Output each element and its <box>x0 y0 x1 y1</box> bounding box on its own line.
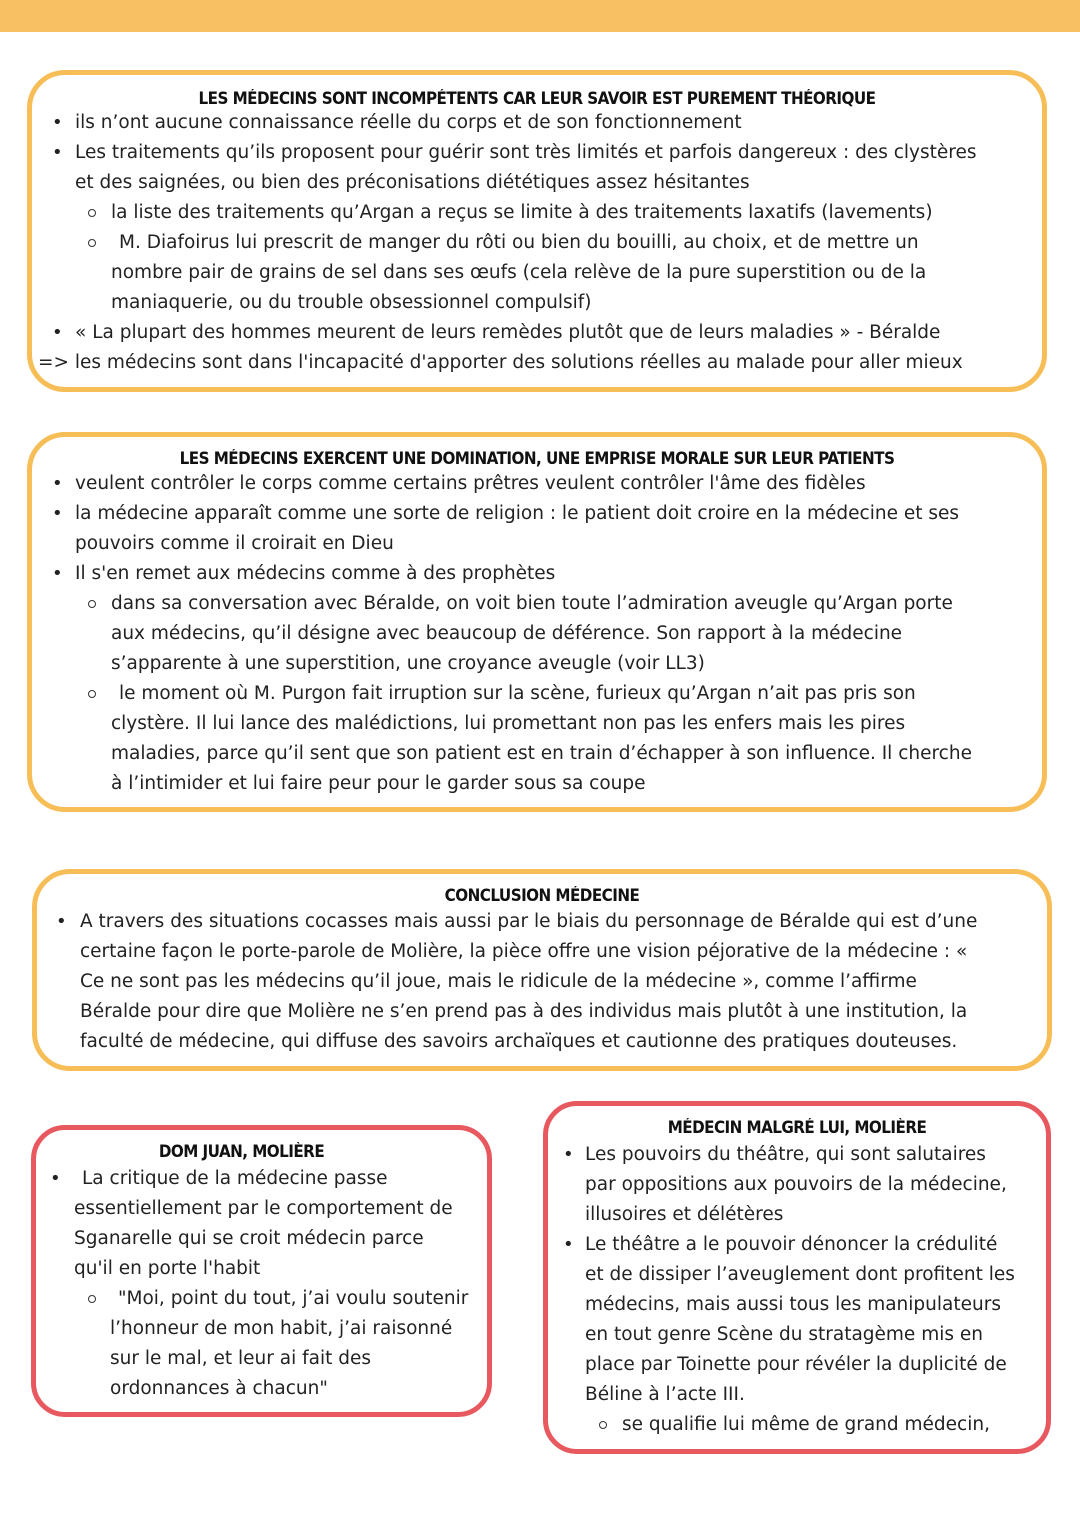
text-line: s’apparente à une superstition, une croyance aveugle (voir LL3) <box>111 653 705 674</box>
text-line: M. Diafoirus lui prescrit de manger du rôti ou bien du bouilli, au choix, et de mettre un <box>119 232 919 253</box>
text-line: par oppositions aux pouvoirs de la médecine, <box>585 1174 1007 1195</box>
card-title: MÉDECIN MALGRÉ LUI, MOLIÈRE <box>667 1118 927 1137</box>
bullet-dot: • <box>52 112 63 133</box>
top-accent-bar <box>0 0 1080 32</box>
bullet-dot: • <box>52 563 63 584</box>
text-line: et de dissiper l’aveuglement dont profitent les <box>585 1264 1015 1285</box>
bullet-dot: • <box>52 473 63 494</box>
text-line: Il s'en remet aux médecins comme à des prophètes <box>75 563 556 584</box>
bullet-dot: • <box>563 1234 574 1255</box>
sub-bullet-circle <box>88 1295 96 1303</box>
text-line: pouvoirs comme il croirait en Dieu <box>75 533 394 554</box>
text-line: nombre pair de grains de sel dans ses œufs (cela relève de la pure superstition ou de la <box>111 262 927 283</box>
text-line: ordonnances à chacun" <box>110 1378 328 1399</box>
sub-bullet-circle <box>88 600 96 608</box>
text-line: veulent contrôler le corps comme certains prêtres veulent contrôler l'âme des fidèles <box>75 473 866 494</box>
text-line: en tout genre Scène du stratagème mis en <box>585 1324 983 1345</box>
sub-bullet-circle <box>88 239 96 247</box>
sub-bullet-circle <box>88 690 96 698</box>
card-title: LES MÉDECINS SONT INCOMPÉTENTS CAR LEUR SAVOIR EST PUREMENT THÉORIQUE <box>198 89 876 108</box>
text-line: dans sa conversation avec Béralde, on voit bien toute l’admiration aveugle qu’Argan porte <box>111 593 953 614</box>
text-line: certaine façon le porte-parole de Molière, la pièce offre une vision péjorative de la médecine : « <box>80 941 968 962</box>
card-title: DOM JUAN, MOLIÈRE <box>158 1142 325 1161</box>
text-line: => les médecins sont dans l'incapacité d'apporter des solutions réelles au malade pour aller mieux <box>38 352 963 373</box>
text-line: La critique de la médecine passe <box>82 1168 388 1189</box>
text-line: ils n’ont aucune connaissance réelle du corps et de son fonctionnement <box>75 112 742 133</box>
text-line: faculté de médecine, qui diffuse des savoirs archaïques et cautionne des pratiques douteuses. <box>80 1031 958 1052</box>
bullet-dot: • <box>50 1168 61 1189</box>
text-line: à l’intimider et lui faire peur pour le garder sous sa coupe <box>111 773 646 794</box>
text-line: A travers des situations cocasses mais aussi par le biais du personnage de Béralde qui est d’une <box>80 911 978 932</box>
bullet-dot: • <box>56 911 67 932</box>
text-line: clystère. Il lui lance des malédictions, lui promettant non pas les enfers mais les pires <box>111 713 906 734</box>
text-line: l’honneur de mon habit, j’ai raisonné <box>110 1318 453 1339</box>
sub-bullet-circle <box>599 1421 607 1429</box>
bullet-dot: • <box>52 142 63 163</box>
card-title: CONCLUSION MÉDECINE <box>444 886 640 905</box>
text-line: essentiellement par le comportement de <box>74 1198 453 1219</box>
text-line: "Moi, point du tout, j’ai voulu soutenir <box>118 1288 469 1309</box>
text-line: aux médecins, qu’il désigne avec beaucoup de déférence. Son rapport à la médecine <box>111 623 903 644</box>
bullet-dot: • <box>52 322 63 343</box>
text-line: Les traitements qu’ils proposent pour guérir sont très limités et parfois dangereux : des clystères <box>75 142 977 163</box>
text-line: maniaquerie, ou du trouble obsessionnel compulsif) <box>111 292 592 313</box>
text-line: maladies, parce qu’il sent que son patient est en train d’échapper à son influence. Il cherche <box>111 743 972 764</box>
text-line: et des saignées, ou bien des préconisations diététiques assez hésitantes <box>75 172 750 193</box>
bullet-dot: • <box>52 503 63 524</box>
bullet-dot: • <box>563 1144 574 1165</box>
text-line: Béralde pour dire que Molière ne s’en prend pas à des individus mais plutôt à une institution, la <box>80 1001 968 1022</box>
text-line: Ce ne sont pas les médecins qu’il joue, mais le ridicule de la médecine », comme l’affirme <box>80 971 917 992</box>
card-title: LES MÉDECINS EXERCENT UNE DOMINATION, UNE EMPRISE MORALE SUR LEUR PATIENTS <box>179 449 895 468</box>
text-line: qu'il en porte l'habit <box>74 1258 261 1279</box>
text-line: illusoires et délétères <box>585 1204 784 1225</box>
text-line: médecins, mais aussi tous les manipulateurs <box>585 1294 1001 1315</box>
text-line: la liste des traitements qu’Argan a reçus se limite à des traitements laxatifs (lavements) <box>111 202 933 223</box>
text-line: Le théâtre a le pouvoir dénoncer la crédulité <box>585 1234 998 1255</box>
sub-bullet-circle <box>88 209 96 217</box>
text-line: « La plupart des hommes meurent de leurs remèdes plutôt que de leurs maladies » - Béralde <box>75 322 941 343</box>
text-line: la médecine apparaît comme une sorte de religion : le patient doit croire en la médecine et ses <box>75 503 960 524</box>
text-line: sur le mal, et leur ai fait des <box>110 1348 372 1369</box>
text-line: se qualifie lui même de grand médecin, <box>622 1414 990 1435</box>
text-line: Béline à l’acte III. <box>585 1384 745 1405</box>
text-line: Sganarelle qui se croit médecin parce <box>74 1228 424 1249</box>
text-line: place par Toinette pour révéler la duplicité de <box>585 1354 1007 1375</box>
text-line: le moment où M. Purgon fait irruption sur la scène, furieux qu’Argan n’ait pas pris son <box>119 683 916 704</box>
text-line: Les pouvoirs du théâtre, qui sont salutaires <box>585 1144 986 1165</box>
